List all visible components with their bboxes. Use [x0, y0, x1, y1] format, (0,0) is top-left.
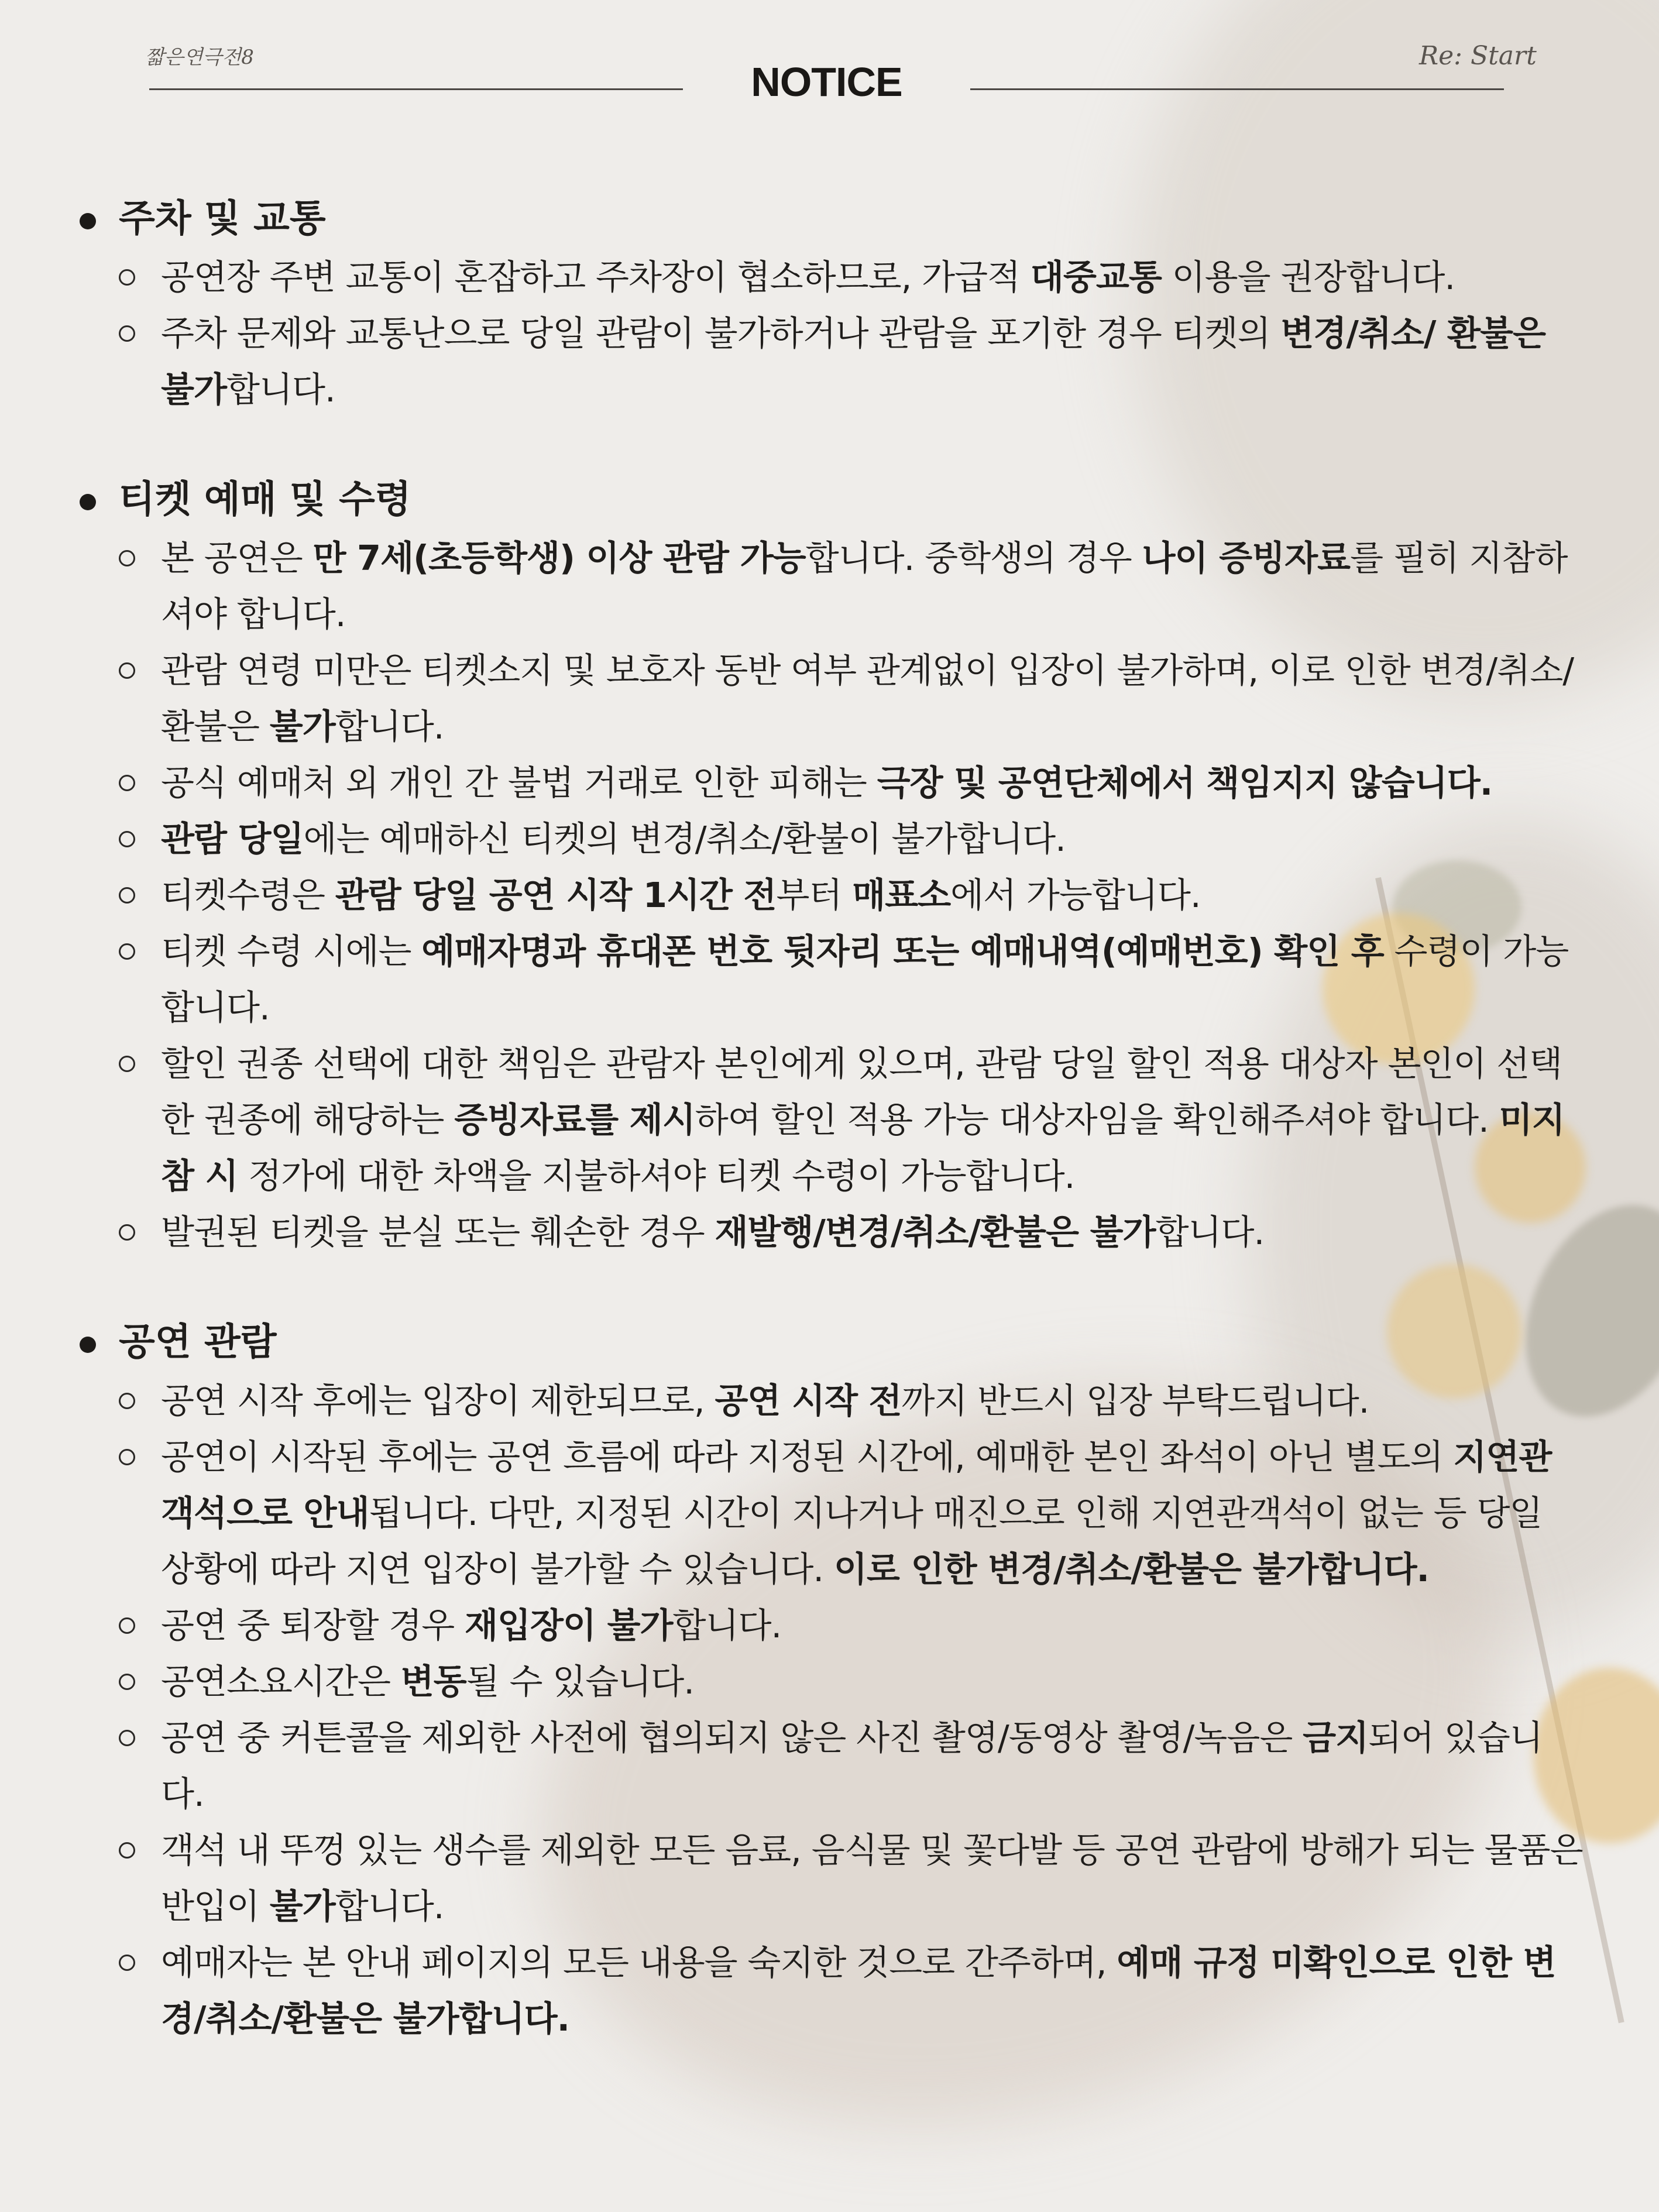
- bullet-circle-icon: [119, 1617, 135, 1634]
- item-text: 공연장 주변 교통이 혼잡하고 주차장이 협소하므로, 가급적: [161, 257, 1031, 297]
- emphasis-text: 증빙자료를 제시: [454, 1100, 695, 1140]
- item-text: 공식 예매처 외 개인 간 불법 거래로 인한 피해는: [161, 762, 877, 803]
- bullet-circle-icon: [119, 775, 135, 791]
- item-text: 에는 예매하신 티켓의 변경/취소/환불이 불가합니다.: [303, 819, 1066, 859]
- notice-item: [0, 1429, 1659, 1598]
- item-text: 되어 있습니다.: [161, 1718, 1543, 1814]
- notice-item: [0, 867, 1659, 923]
- bullet-circle-icon: [119, 1842, 135, 1859]
- notice-item: [0, 1710, 1659, 1822]
- item-text: 이용을 권장합니다.: [1161, 257, 1455, 297]
- notice-item: [0, 923, 1659, 1036]
- bullet-circle-icon: [119, 1955, 135, 1971]
- item-text: 발권된 티켓을 분실 또는 훼손한 경우: [161, 1212, 715, 1252]
- item-text: 합니다.: [672, 1605, 782, 1646]
- section-title: 공연 관람: [119, 1321, 277, 1364]
- page-title: NOTICE: [751, 59, 902, 105]
- item-text: 정가에 대한 차액을 지불하셔야 티켓 수령이 가능합니다.: [238, 1156, 1075, 1196]
- item-text: 됩니다. 다만, 지정된 시간이 지나거나 매진으로 인해 지연관객석이 없는 등 당일 상황에 따라 지연 입장이 불가할 수 있습니다.: [161, 1493, 1543, 1589]
- section-gap: [0, 418, 1659, 474]
- item-text: 수령이 가능합니다.: [161, 931, 1569, 1028]
- notice-item: [0, 1598, 1659, 1654]
- emphasis-text: 불가: [269, 1886, 335, 1926]
- emphasis-text: 불가: [269, 706, 335, 747]
- emphasis-text: 예매 규정 미확인으로 인한 변경/취소/환불은 불가합니다.: [161, 1942, 1556, 2039]
- notice-item: [0, 1204, 1659, 1260]
- notice-section: [0, 193, 1659, 418]
- item-text: 공연 중 커튼콜을 제외한 사전에 협의되지 않은 사진 촬영/동영상 촬영/녹음은: [161, 1718, 1303, 1758]
- emphasis-text: 지연관객석으로 안내: [161, 1437, 1552, 1533]
- notice-item: [0, 811, 1659, 867]
- bullet-circle-icon: [119, 269, 135, 286]
- emphasis-text: 대중교통: [1030, 257, 1162, 297]
- emphasis-text: 변동: [400, 1661, 466, 1702]
- emphasis-text: 예매자명과 휴대폰 번호 뒷자리 또는 예매내역(예매번호) 확인 후: [421, 931, 1384, 971]
- emphasis-text: 재발행/변경/취소/환불은 불가: [715, 1212, 1156, 1252]
- bullet-circle-icon: [119, 1730, 135, 1746]
- bullet-circle-icon: [119, 662, 135, 679]
- notice-content: [0, 193, 1659, 2047]
- item-text: 합니다. 중학생의 경우: [805, 538, 1142, 578]
- item-text: 공연소요시간은: [161, 1661, 401, 1702]
- emphasis-text: 변경/취소/ 환불은 불가: [161, 313, 1545, 410]
- item-text: 공연 중 퇴장할 경우: [161, 1605, 465, 1646]
- item-text: 될 수 있습니다.: [466, 1661, 694, 1702]
- item-text: 부터: [776, 875, 853, 915]
- notice-item: [0, 1935, 1659, 2047]
- item-text: 합니다.: [226, 369, 335, 410]
- item-text: 공연이 시작된 후에는 공연 흐름에 따라 지정된 시간에, 예매한 본인 좌석이 아닌 별도의: [161, 1437, 1454, 1477]
- bullet-circle-icon: [119, 325, 135, 342]
- item-text: 하여 할인 적용 가능 대상자임을 확인해주셔야 합니다.: [695, 1100, 1499, 1140]
- emphasis-text: 관람 당일 공연 시작 1시간 전: [335, 875, 777, 915]
- header-rule-right: [970, 88, 1504, 90]
- notice-item: [0, 530, 1659, 643]
- emphasis-text: 매표소: [852, 875, 951, 915]
- bullet-dot-icon: [80, 213, 96, 229]
- bullet-circle-icon: [119, 1449, 135, 1465]
- bullet-circle-icon: [119, 550, 135, 566]
- emphasis-text: 미지참 시: [161, 1100, 1565, 1196]
- item-text: 합니다.: [335, 1886, 444, 1926]
- bullet-dot-icon: [80, 1337, 96, 1353]
- notice-item: [0, 305, 1659, 418]
- item-text: 공연 시작 후에는 입장이 제한되므로,: [161, 1380, 715, 1421]
- notice-item: [0, 643, 1659, 755]
- section-heading: [0, 1317, 1659, 1373]
- bullet-circle-icon: [119, 1224, 135, 1241]
- item-text: 본 공연은: [161, 538, 313, 578]
- item-text: 주차 문제와 교통난으로 당일 관람이 불가하거나 관람을 포기한 경우 티켓의: [161, 313, 1281, 353]
- item-text: 를 필히 지참하셔야 합니다.: [161, 538, 1568, 634]
- left-signature: 짧은연극전8: [145, 46, 254, 69]
- section-heading: [0, 474, 1659, 530]
- bullet-circle-icon: [119, 1056, 135, 1072]
- emphasis-text: 이로 인한 변경/취소/환불은 불가합니다.: [833, 1549, 1429, 1589]
- header-rule-left: [149, 88, 683, 90]
- item-text: 에서 가능합니다.: [950, 875, 1201, 915]
- emphasis-text: 관람 당일: [161, 819, 304, 859]
- emphasis-text: 금지: [1303, 1718, 1369, 1758]
- notice-item: [0, 249, 1659, 305]
- section-title: 티켓 예매 및 수령: [119, 478, 411, 521]
- bullet-circle-icon: [119, 1674, 135, 1690]
- emphasis-text: 공연 시작 전: [715, 1380, 902, 1421]
- bullet-dot-icon: [80, 494, 96, 510]
- item-text: 합니다.: [1155, 1212, 1265, 1252]
- notice-item: [0, 1036, 1659, 1204]
- emphasis-text: 재입장이 불가: [464, 1605, 673, 1646]
- section-gap: [0, 1260, 1659, 1317]
- bullet-circle-icon: [119, 887, 135, 904]
- notice-item: [0, 1822, 1659, 1935]
- right-signature: Re: Start: [1419, 41, 1537, 71]
- notice-item: [0, 755, 1659, 811]
- item-text: 객석 내 뚜껑 있는 생수를 제외한 모든 음료, 음식물 및 꽃다발 등 공연 관람에 방해가 되는 물품은 반입이: [161, 1830, 1583, 1926]
- item-text: 합니다.: [335, 706, 444, 747]
- emphasis-text: 나이 증빙자료: [1142, 538, 1351, 578]
- notice-section: [0, 1317, 1659, 2047]
- item-text: 까지 반드시 입장 부탁드립니다.: [901, 1380, 1369, 1421]
- section-heading: [0, 193, 1659, 249]
- emphasis-text: 극장 및 공연단체에서 책임지지 않습니다.: [877, 762, 1493, 803]
- emphasis-text: 만 7세(초등학생) 이상 관람 가능: [312, 538, 806, 578]
- bullet-circle-icon: [119, 831, 135, 847]
- item-text: 예매자는 본 안내 페이지의 모든 내용을 숙지한 것으로 간주하며,: [161, 1942, 1117, 1983]
- item-text: 관람 연령 미만은 티켓소지 및 보호자 동반 여부 관계없이 입장이 불가하며, 이로 인한 변경/취소/환불은: [161, 650, 1574, 747]
- notice-section: [0, 474, 1659, 1260]
- bullet-circle-icon: [119, 1393, 135, 1409]
- bullet-circle-icon: [119, 943, 135, 960]
- item-text: 티켓 수령 시에는: [161, 931, 422, 971]
- notice-item: [0, 1654, 1659, 1710]
- notice-item: [0, 1373, 1659, 1429]
- section-title: 주차 및 교통: [119, 197, 326, 241]
- item-text: 할인 권종 선택에 대한 책임은 관람자 본인에게 있으며, 관람 당일 할인 적용 대상자 본인이 선택한 권종에 해당하는: [161, 1043, 1562, 1140]
- item-text: 티켓수령은: [161, 875, 335, 915]
